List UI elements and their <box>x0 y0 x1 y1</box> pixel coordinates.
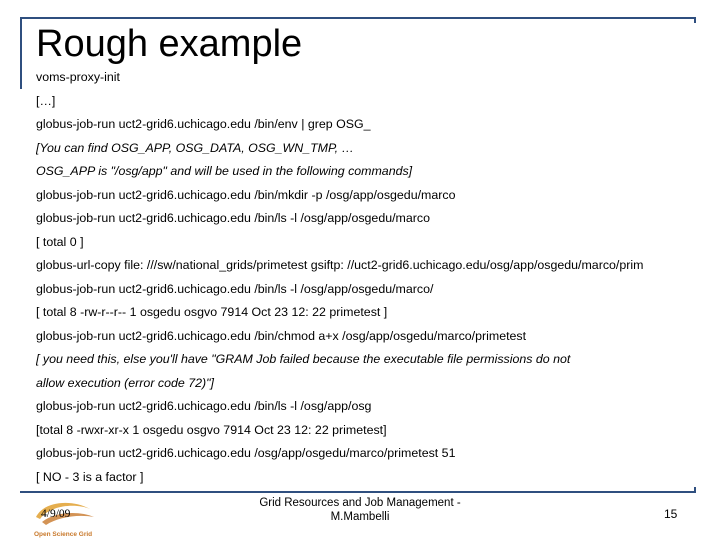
body-line: OSG_APP is "/osg/app" and will be used in the following commands] <box>36 164 413 178</box>
body-line: [ total 8 -rw-r--r-- 1 osgedu osgvo 7914 Oct 23 12: 22 primetest ] <box>36 305 388 319</box>
bottom-rule <box>20 491 696 493</box>
left-rule <box>20 17 22 89</box>
body-line: [total 8 -rwxr-xr-x 1 osgedu osgvo 7914 Oct 23 12: 22 primetest] <box>36 422 387 437</box>
footer-date: 4/9/09 <box>41 508 71 520</box>
page-number: 15 <box>664 507 678 521</box>
body-line: [ total 0 ] <box>36 234 84 249</box>
body-line: [You can find OSG_APP, OSG_DATA, OSG_WN_TMP, … <box>36 140 354 155</box>
body-line: globus-job-run uct2-grid6.uchicago.edu /bin/ls -l /osg/app/osgedu/marco/ <box>36 281 434 296</box>
body-line: [ NO - 3 is a factor ] <box>36 469 144 484</box>
body-line: globus-job-run uct2-grid6.uchicago.edu /bin/env | grep OSG_ <box>36 117 371 131</box>
body-line: globus-job-run uct2-grid6.uchicago.edu /bin/chmod a+x /osg/app/osgedu/marco/primetest <box>36 328 527 343</box>
slide-title: Rough example <box>36 23 303 65</box>
svg-text:Open Science Grid: Open Science Grid <box>34 531 93 538</box>
body-line: [ you need this, else you'll have "GRAM Job failed because the executable file permissions do not <box>36 352 571 366</box>
body-line: voms-proxy-init <box>36 70 120 84</box>
body-line: […] <box>36 93 56 108</box>
body-line: allow execution (error code 72)"] <box>36 375 214 390</box>
top-rule <box>20 17 696 19</box>
body-line: globus-job-run uct2-grid6.uchicago.edu /bin/ls -l /osg/app/osgedu/marco <box>36 211 430 225</box>
footer-title-line1: Grid Resources and Job Management - <box>259 497 461 509</box>
body-line: globus-job-run uct2-grid6.uchicago.edu /osg/app/osgedu/marco/primetest 51 <box>36 446 456 460</box>
footer-title-line2: M.Mambelli <box>330 511 390 523</box>
body-line: globus-job-run uct2-grid6.uchicago.edu /bin/ls -l /osg/app/osg <box>36 399 372 413</box>
footer-title <box>240 496 480 524</box>
body-line: globus-url-copy file: ///sw/national_grids/primetest gsiftp: //uct2-grid6.uchicago.edu/osg/app/osgedu/marco/prim <box>36 258 644 272</box>
slide-body <box>36 66 720 489</box>
top-rule-end <box>694 17 696 23</box>
body-line: globus-job-run uct2-grid6.uchicago.edu /bin/mkdir -p /osg/app/osgedu/marco <box>36 187 456 202</box>
